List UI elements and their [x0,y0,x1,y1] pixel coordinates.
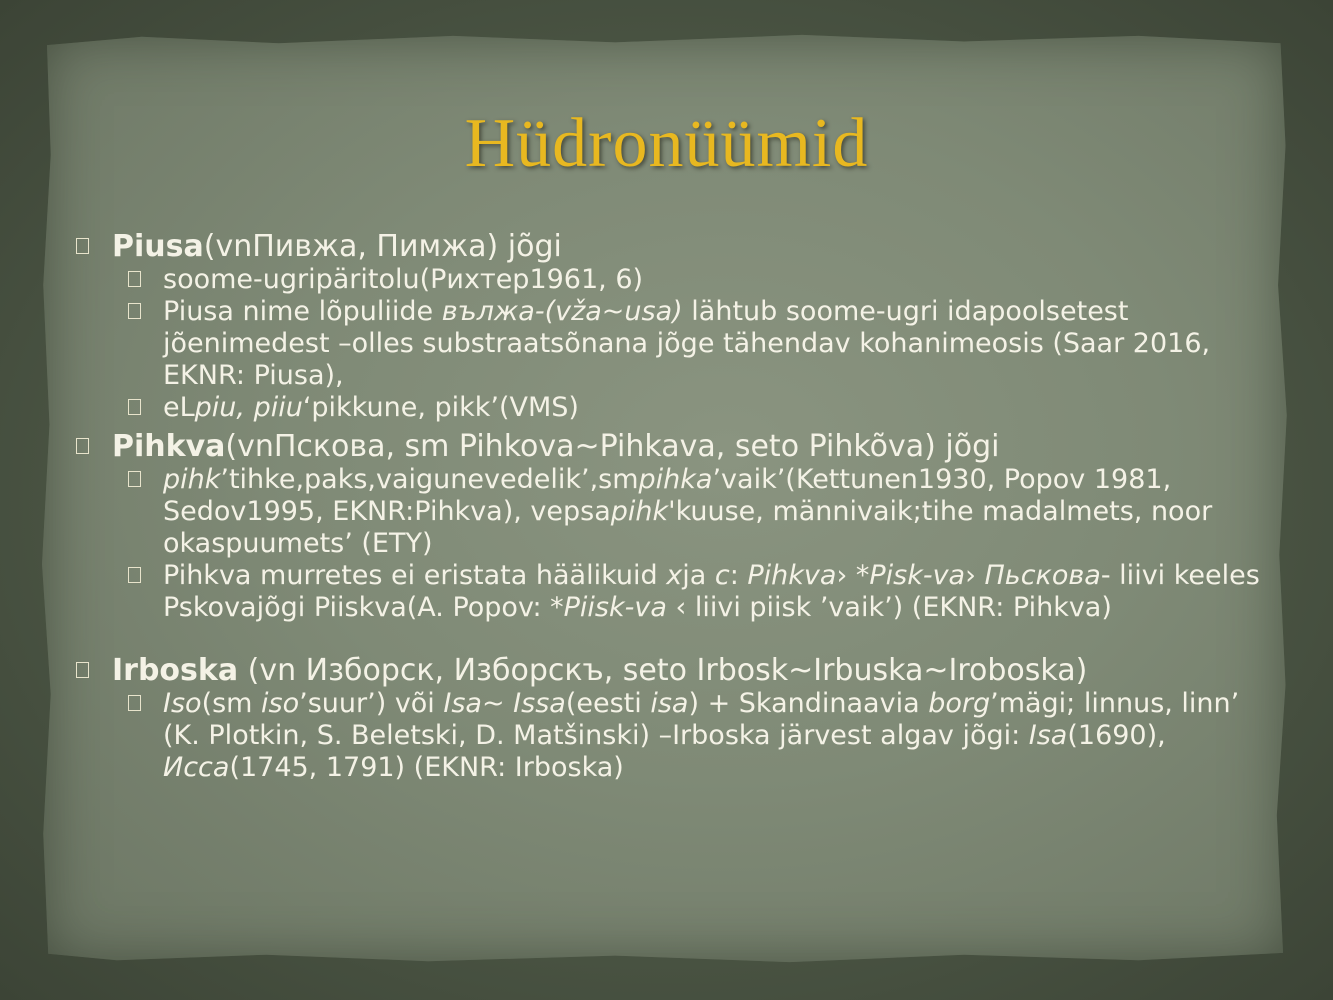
text-run: : [729,560,748,591]
text-run: › [965,560,985,591]
italic-term: iso [261,688,300,719]
text-run: ja [682,560,715,591]
bullet-icon [128,266,141,298]
text-run: ‹ liivi piisk ’vaik’) (EKNR: Pihkva) [666,592,1112,623]
bullet-icon [128,690,141,722]
sub-item [70,464,1270,560]
italic-term: вължа-(vža~usa) [441,296,683,327]
text-run: - liivi keeles Pskovajõgi Piiskva(A. Popov: [163,560,1260,623]
text-run: soome-ugripäritolu(Рихтер1961, 6) [163,264,644,295]
item-text [163,560,1260,623]
bullet-icon [128,562,141,594]
italic-term: borg [928,688,991,719]
heading-rest: (vnПскова, sm Pihkova~Pihkava, seto Pihkõva) jõgi [225,429,1000,464]
heading-rest: (vnПивжа, Пимжа) jõgi [203,229,562,264]
text-run: ’vaik’(Kettunen1930, Popov 1981, Sedov1995, EKNR:Pihkva), vepsa [163,464,1172,527]
sub-item [70,264,1270,296]
bullet-icon [128,466,141,498]
slide-title: Hüdronüümid [464,105,869,182]
text-run: Pihkva murretes ei eristata häälikuid [163,560,667,591]
italic-term: pihk [163,464,221,495]
item-text [163,296,1210,391]
sub-item [70,392,1270,424]
italic-term: Iso [163,688,202,719]
slide-content [70,222,1270,784]
italic-term: isa [650,688,689,719]
text-run: (1745, 1791) (EKNR: Irboska) [229,752,624,783]
italic-term: pihka [638,464,713,495]
text-run: lähtub soome-ugri idapoolsetest jõenimedest –olles substraatsõnana jõge tähendav kohanimeosis (Saar 2016, EKNR: Piusa), [163,296,1211,391]
text-run: (eesti [565,688,651,719]
text-run: Piusa nime lõpuliide [163,296,442,327]
item-text [163,464,1212,559]
text-run: eL [163,392,195,423]
italic-term: pihk [610,496,669,527]
text-run: (sm [201,688,262,719]
text-run: ’tihke,paks,vaigunevedelik’,sm [220,464,639,495]
heading-bold: Irboska [112,653,239,688]
bullet-irboska [70,654,1270,688]
italic-term: Пьскова [984,560,1101,591]
text-run: (1690), [1067,720,1166,751]
italic-term: Pihkva [747,560,837,591]
heading-bold: Piusa [112,229,204,264]
italic-term: c [714,560,730,591]
item-text [163,688,1239,783]
sub-item [70,560,1270,624]
italic-term: Isa [1028,720,1068,751]
italic-term: Isa~ Issa [443,688,566,719]
text-run: ’suur’) või [299,688,444,719]
heading-bold: Pihkva [112,429,226,464]
text-run: ‘pikkune, pikk’(VMS) [302,392,579,423]
sub-item [70,688,1270,784]
heading-rest: (vn Изборск, Изборскъ, seto Irbosk~Irbuska~Iroboska) [238,653,1088,688]
text-run: ’mägi; linnus, linn’ (K. Plotkin, S. Beletski, D. Matšinski) –Irboska järvest algav jõgi: [163,688,1240,751]
text-run: 'kuuse, männivaik;tihe madalmets, noor okaspuumets’ (ETY) [163,496,1213,559]
bullet-pihkva [70,430,1270,464]
italic-term: *Pisk-va [855,560,966,591]
text-run: ) + Skandinaavia [688,688,929,719]
italic-term: piu, piiu [194,392,303,423]
italic-term: *Piisk-va [550,592,667,623]
item-text [163,392,579,423]
italic-term: Исса [163,752,230,783]
bullet-icon [76,232,89,266]
bullet-icon [128,298,141,330]
bullet-icon [76,656,89,690]
text-run: › [836,560,856,591]
item-text [163,264,643,295]
bullet-icon [76,432,89,466]
bullet-icon [128,394,141,426]
bullet-piusa [70,230,1270,264]
italic-term: x [666,560,683,591]
sub-item [70,296,1270,392]
